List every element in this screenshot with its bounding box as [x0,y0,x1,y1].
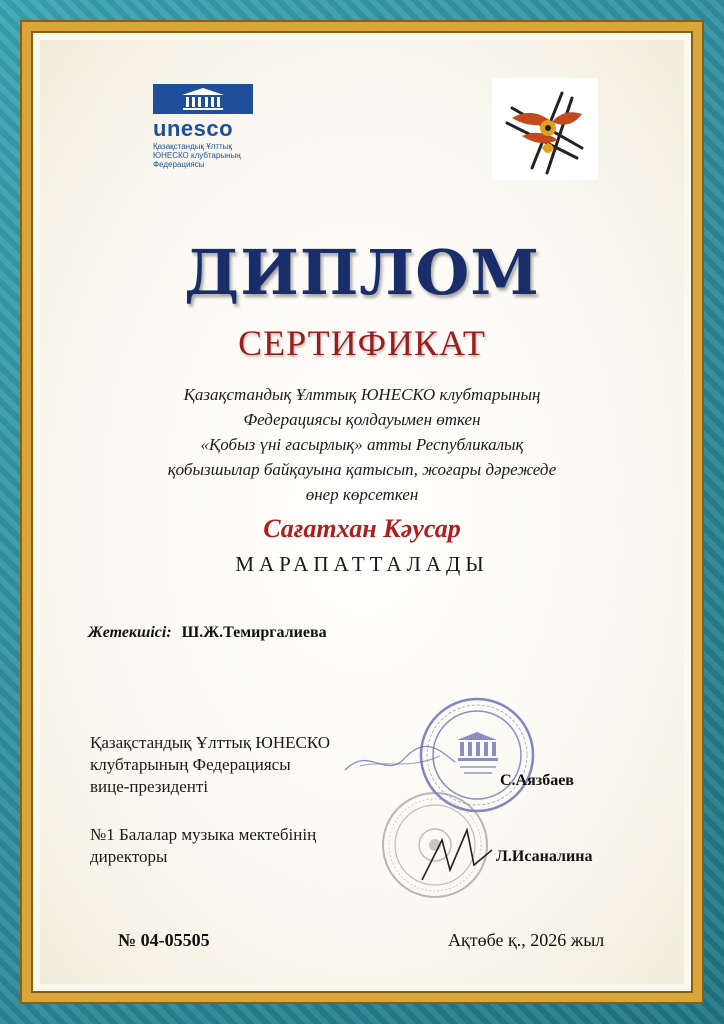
recipient-name: Сағатхан Кәусар [263,514,461,543]
unesco-word: unesco [153,116,234,141]
place-date: Ақтөбе қ., 2026 жыл [448,930,605,950]
leader-label: Жетекшісі: [88,624,172,641]
leader-line [88,624,327,642]
kobyz-emblem-icon [492,78,598,180]
award-verb: МАРАПАТТАЛАДЫ [235,552,489,576]
unesco-temple-icon [153,84,253,114]
signatory2-title: №1 Балалар музыка мектебінің директоры [90,825,317,866]
document-title: ДИПЛОМ [184,236,540,309]
unesco-logo [153,84,303,169]
signatory1-title: Қазақстандық Ұлттық ЮНЕСКО клубтарының Федерациясы вице-президенті [90,733,331,796]
certificate-number: № 04-05505 [118,930,210,950]
unesco-subtitle: Қазақстандық Ұлттық ЮНЕСКО клубтарының Федерациясы [153,142,241,169]
certificate-paper [40,40,684,984]
signatory1-name: С.Аязбаев [500,772,574,789]
signature-isanalina [412,820,502,890]
signatory2-name: Л.Исаналина [496,848,593,865]
certificate-body: Қазақстандық Ұлттық ЮНЕСКО клубтарының Федерациясы қолдауымен өткен «Қобыз үні ғасырлық» атты Республикалық қобызшылар байқауына қатысып, жоғары дәрежеде өнер көрсеткен [167,385,557,504]
leader-name: Ш.Ж.Темиргалиева [181,624,327,641]
document-subtitle: СЕРТИФИКАТ [238,323,486,363]
